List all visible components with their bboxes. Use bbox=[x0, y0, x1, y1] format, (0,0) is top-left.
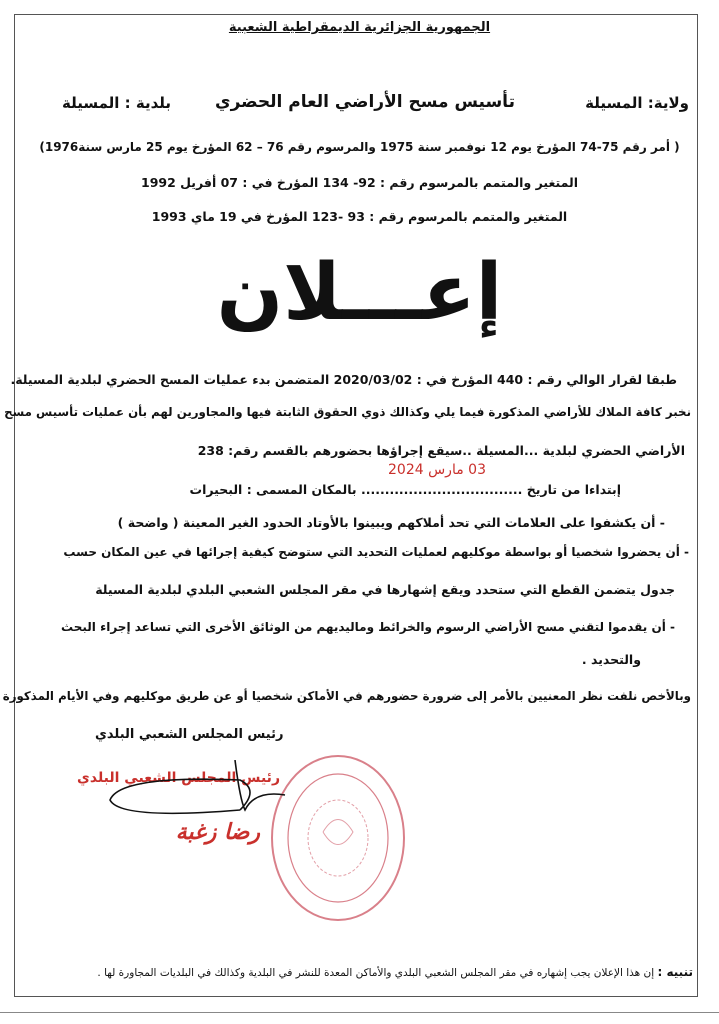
body-paragraph-4: إبتداءا من تاريخ .................................. بالمكان المسمى : البحيرات bbox=[189, 482, 621, 497]
handwritten-signature-icon bbox=[90, 760, 290, 830]
bullet-2-line-1: - أن يحضروا شخصيا أو بواسطة موكليهم لعمليات التحديد التي ستوضح كيفية إجرائها في عين المكان حسب bbox=[63, 545, 689, 559]
footer-label: تنبيه : bbox=[657, 965, 693, 979]
legal-line-3: المتغير والمتمم بالمرسوم رقم : 93 -123 المؤرخ في 19 ماي 1993 bbox=[151, 209, 568, 224]
signatory-role: رئيس المجلس الشعبي البلدي bbox=[95, 727, 284, 742]
wilaya-label: ولاية: المسيلة bbox=[585, 94, 689, 112]
subject-title: تأسيس مسح الأراضي العام الحضري bbox=[215, 92, 515, 112]
date-stamp: 03 مارس 2024 bbox=[388, 462, 486, 478]
bullet-3-line-1: - أن يقدموا لتقني مسح الأراضي الرسوم والخرائط وماليديهم من الوثائق الأخرى التي تساعد إجراء البحث bbox=[61, 620, 675, 634]
bullet-1: - أن يكشفوا على العلامات التي تحد أملاكهم ويبينوا بالأوتاد الحدود الغير المعينة ( واضحة ) bbox=[117, 515, 665, 530]
republic-header: الجمهورية الجزائرية الديمقراطية الشعبية bbox=[228, 20, 491, 35]
body-paragraph-1: طبقا لقرار الوالي رقم : 440 المؤرخ في : 2020/03/02 المتضمن بدء عمليات المسح الحضري لبلدية المسيلة. bbox=[10, 372, 677, 387]
signature-block bbox=[70, 760, 280, 880]
announcement-title: إعـــلان bbox=[216, 248, 503, 338]
bullet-2-line-2: جدول يتضمن القطع التي ستحدد ويقع إشهارها في مقر المجلس الشعبي البلدي لبلدية المسيلة bbox=[95, 582, 675, 597]
body-paragraph-3: الأراضي الحضري لبلدية ...المسيلة ..سيقع إجراؤها بحضورهم بالقسم رقم: 238 bbox=[197, 443, 685, 458]
bullet-3-line-2: والتحديد . bbox=[581, 652, 641, 667]
stamp-name-text: رضا زغبة bbox=[175, 820, 260, 845]
legal-line-2: المتغير والمتمم بالمرسوم رقم : 92- 134 المؤرخ في : 07 أفريل 1992 bbox=[141, 175, 578, 190]
body-paragraph-2: نخبر كافة الملاك للأراضي المذكورة فيما يلي وكذالك ذوي الحقوق الثابتة فيها والمجاورين لهم بأن عمليات تأسيس مسح bbox=[4, 405, 691, 419]
body-paragraph-5: وبالأخص نلفت نظر المعنيين بالأمر إلى ضرورة حضورهم في الأماكن شخصيا أو عن طريق موكليهم وفي الأيام المذكورة bbox=[2, 689, 691, 703]
baladiya-label: بلدية : المسيلة bbox=[62, 94, 172, 112]
stamp-role-text: رئيس المجلس الشعبي البلدي bbox=[77, 770, 280, 786]
legal-line-1: ( أمر رقم 75-74 المؤرخ يوم 12 نوفمبر سنة 1975 والمرسوم رقم 76 – 62 المؤرخ يوم 25 مارس سنة1976) bbox=[39, 140, 680, 154]
page-edge-line bbox=[0, 1012, 719, 1013]
footer-text: إن هذا الإعلان يجب إشهاره في مقر المجلس الشعبي البلدي والأماكن المعدة للنشر في البلدية وكذالك في البلديات المجاورة لها . bbox=[97, 967, 655, 979]
footer-note bbox=[97, 965, 693, 979]
